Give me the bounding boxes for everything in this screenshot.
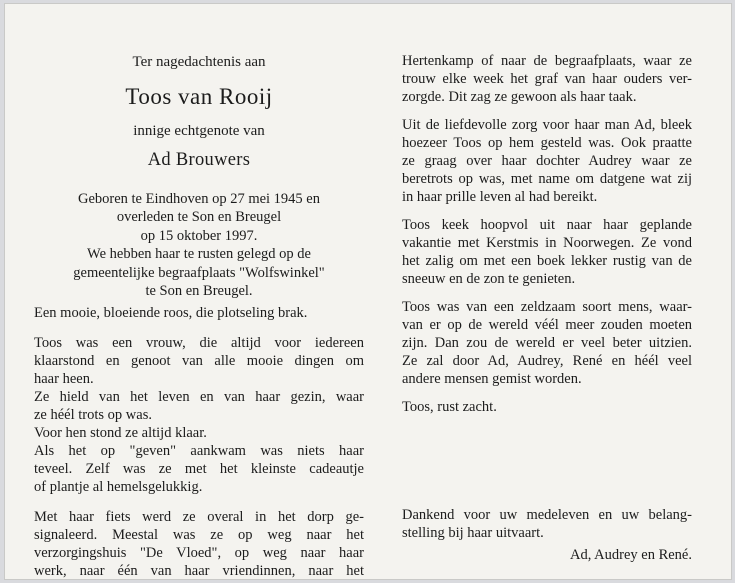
details-line: te Son en Breugel. — [145, 283, 253, 300]
right-column — [402, 4, 692, 579]
deceased-name: Toos van Rooij — [125, 84, 273, 109]
text-line: teveel. Zelf was ze met het kleinste cadeautje — [34, 461, 364, 477]
intro-text: Ter nagedachtenis aan — [132, 54, 266, 70]
text-line: Toos was van een zeldzaam soort mens, waar- — [402, 299, 692, 315]
text-line: sneeuw en de zon te genieten. — [402, 271, 576, 287]
details-line: We hebben haar te rusten gelegd op de — [87, 246, 311, 263]
text-line: Als het op "geven" aankwam was niets haar — [34, 443, 364, 459]
details-line: overleden te Son en Breugel — [116, 209, 282, 226]
text-line: Ze hield van het leven en van haar gezin, waar — [34, 389, 364, 405]
text-line: het zalig om met een boek lekker rustig van de — [402, 253, 692, 269]
details-line: op 15 oktober 1997. — [140, 227, 258, 244]
text-line: hoezeer Toos op hem gesteld was. Ook praatte — [402, 135, 692, 151]
text-line: zorgde. Dit zag ze gewoon als haar taak. — [402, 89, 637, 105]
birth-death-details — [34, 190, 364, 300]
text-line: haar heen. — [34, 371, 94, 387]
text-line: signaleerd. Meestal was ze op weg naar het — [34, 527, 364, 543]
text-line: Een mooie, bloeiende roos, die plotseling brak. — [34, 305, 308, 321]
text-line: Ze zal door Ad, Audrey, René en héél veel — [402, 353, 692, 369]
text-line: ze héél trots op was. — [34, 407, 152, 423]
text-line: Hertenkamp of naar de begraafplaats, waar ze — [402, 53, 692, 69]
text-line: zijn. Dan zou de wereld er veel beter uitzien. — [402, 335, 692, 351]
text-line: van er op de wereld véél meer zouden moeten — [402, 317, 692, 333]
signature: Ad, Audrey en René. — [569, 547, 692, 563]
thanks-line: Dankend voor uw medeleven en uw belang- — [402, 507, 692, 523]
thanks-line: stelling bij haar uitvaart. — [402, 525, 544, 541]
closing-line: Toos, rust zacht. — [402, 399, 497, 415]
text-line: beretrots op was, met name om datgene wat zij — [402, 171, 692, 187]
details-line: Geboren te Eindhoven op 27 mei 1945 en — [77, 191, 320, 207]
details-line: gemeentelijke begraafplaats "Wolfswinkel" — [73, 264, 325, 281]
text-line: Toos keek hoopvol uit naar haar geplande — [402, 217, 692, 233]
text-line: Met haar fiets werd ze overal in het dorp ge- — [34, 509, 364, 525]
left-column — [34, 4, 364, 579]
text-line: vakantie met Kerstmis in Noorwegen. Ze vond — [402, 235, 692, 251]
text-line: Voor hen stond ze altijd klaar. — [34, 425, 207, 441]
text-line: Uit de liefdevolle zorg voor haar man Ad, bleek — [402, 117, 692, 133]
text-line: ze graag over haar dochter Audrey waar ze — [402, 153, 692, 169]
text-line: in haar prille leven al had bereikt. — [402, 189, 598, 205]
text-line: klaarstond en genoot van alle mooie dingen om — [34, 353, 364, 369]
memorial-card — [5, 4, 731, 579]
text-line: trouw elke week het graf van haar ouders ver- — [402, 71, 692, 87]
spouse-name: Ad Brouwers — [147, 150, 251, 170]
text-line: werk, naar één van haar vriendinnen, naar het — [34, 563, 364, 579]
text-line: of plantje al hemelsgelukkig. — [34, 479, 203, 495]
relation-text: innige echtgenote van — [133, 123, 265, 139]
text-line: Toos was een vrouw, die altijd voor iedereen — [34, 335, 364, 351]
text-line: verzorgingshuis "De Vloed", op weg naar haar — [34, 545, 364, 561]
text-line: andere mensen gemist worden. — [402, 371, 582, 387]
